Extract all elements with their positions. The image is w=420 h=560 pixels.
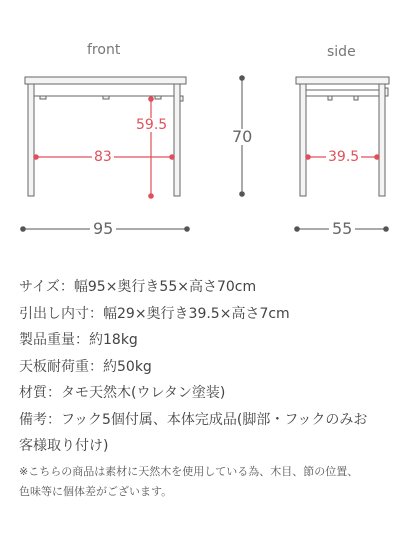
height-value: 70 — [229, 129, 255, 145]
front-hook-2 — [103, 96, 109, 99]
side-inner-dot-right — [374, 154, 380, 160]
side-depth-dot-left — [294, 226, 300, 232]
spec-load-capacity: 天板耐荷重：約50kg — [19, 358, 152, 375]
spec-remarks: 備考：フック5個付属、本体完成品(脚部・フックのみお — [19, 411, 368, 428]
side-end-hook — [385, 88, 388, 96]
front-width-dot-right — [184, 226, 190, 232]
front-view-label: front — [87, 42, 121, 58]
height-dot-bottom — [239, 191, 245, 197]
side-view-label: side — [327, 44, 356, 60]
front-width-dot-left — [20, 226, 26, 232]
clearance-dot-bottom — [148, 193, 154, 199]
side-table-drawing — [296, 77, 389, 196]
disclaimer-note — [19, 462, 419, 502]
side-left-leg — [300, 84, 306, 196]
side-inner-depth-value: 39.5 — [328, 149, 360, 165]
side-hook-1 — [328, 96, 332, 100]
front-clearance-value: 59.5 — [136, 117, 168, 133]
front-table-drawing — [25, 77, 186, 196]
height-dot-top — [239, 75, 245, 81]
side-right-leg — [379, 84, 385, 196]
front-tabletop — [25, 77, 186, 84]
spec-size: サイズ：幅95×奥行き55×高さ70cm — [19, 279, 257, 295]
side-depth-value: 55 — [329, 221, 355, 237]
dimension-diagram — [0, 0, 420, 255]
spec-weight: 製品重量：約18kg — [19, 332, 138, 348]
spec-remarks-cont: 客様取り付け) — [19, 438, 109, 454]
front-hook-1 — [40, 96, 46, 99]
side-tabletop — [296, 77, 389, 84]
spec-material: 材質：タモ天然木(ウレタン塗装) — [19, 385, 226, 401]
side-inner-dot-left — [305, 154, 311, 160]
inner-width-dot-left — [33, 154, 39, 160]
front-right-leg — [174, 84, 180, 196]
inner-width-dot-right — [169, 154, 175, 160]
front-inner-width-value: 83 — [94, 149, 112, 165]
side-hook-2 — [354, 96, 358, 100]
spec-drawer-inner: 引出し内寸：幅29×奥行き39.5×高さ7cm — [19, 305, 290, 322]
side-depth-dot-right — [383, 226, 389, 232]
front-red-dimensions — [33, 96, 175, 199]
spec-list — [19, 274, 419, 502]
front-hook-3 — [155, 96, 161, 99]
front-left-leg — [28, 84, 34, 196]
disclaimer-line-1: ※こちらの商品は素材に天然木を使用している為、木目、節の位置、 — [19, 464, 359, 478]
disclaimer-line-2: 色味等に個体差がございます。 — [19, 484, 173, 498]
front-side-hook — [180, 96, 183, 101]
front-width-value: 95 — [90, 221, 116, 237]
clearance-dot-top — [148, 96, 154, 102]
diagram-drawing — [0, 0, 420, 255]
